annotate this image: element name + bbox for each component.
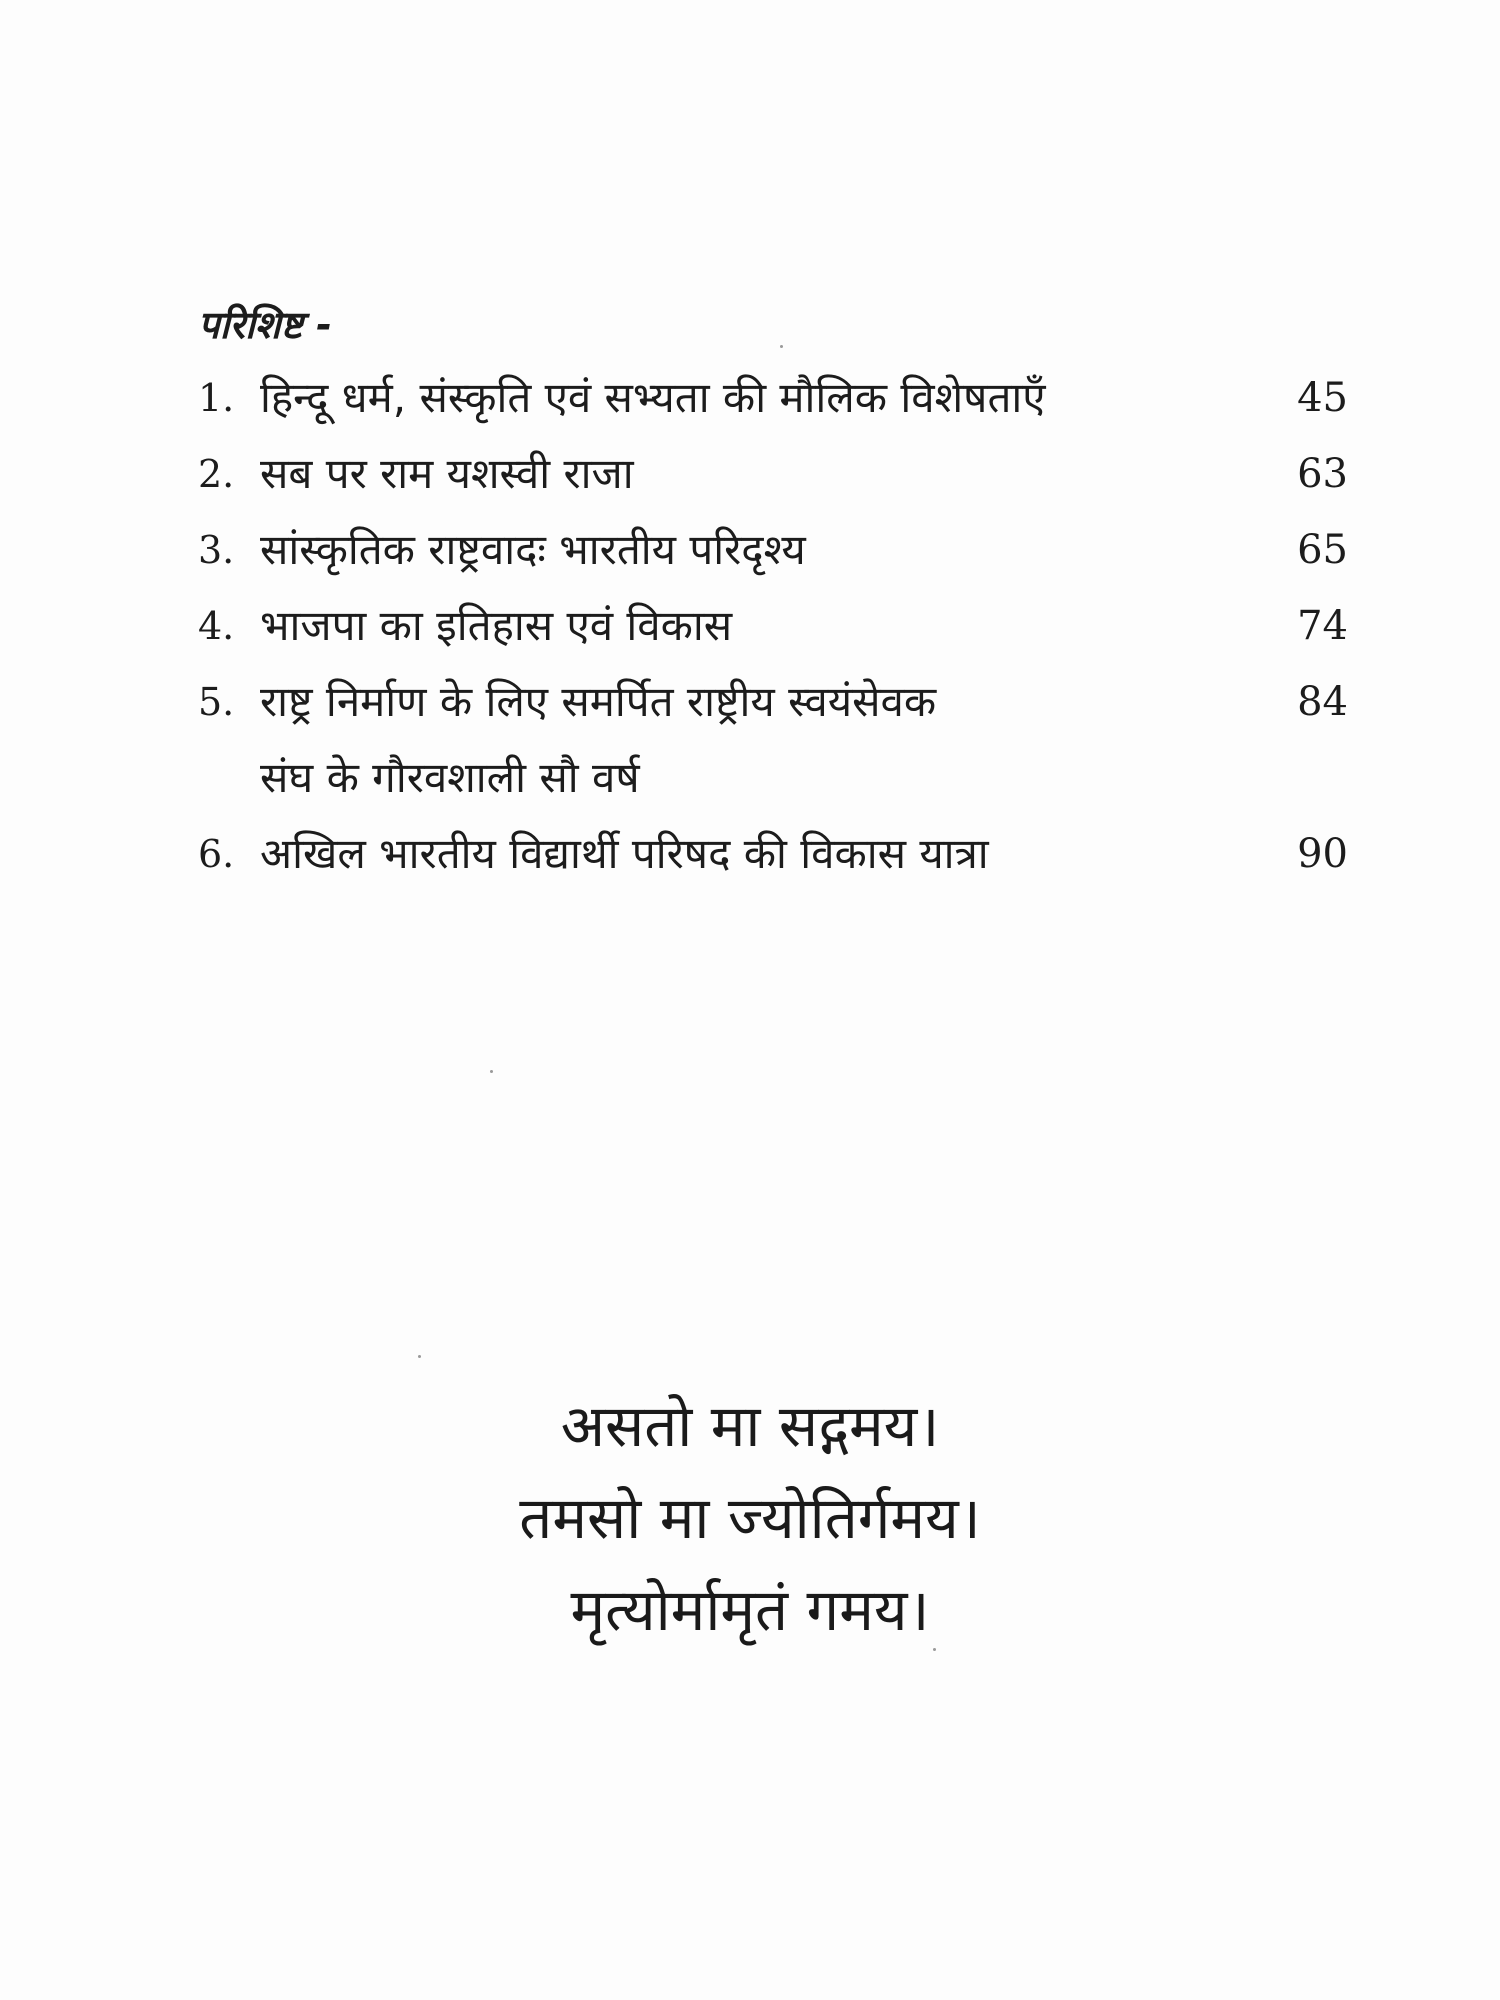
paper-speck	[780, 345, 783, 348]
entry-number: 6.	[198, 832, 235, 876]
entry-page-number: 65	[1297, 527, 1348, 573]
paper-speck	[418, 1355, 421, 1358]
appendix-section	[198, 300, 1348, 892]
entry-title: सांस्कृतिक राष्ट्रवादः भारतीय परिदृश्य	[260, 525, 806, 574]
entry-title: सब पर राम यशस्वी राजा	[260, 449, 634, 498]
paper-speck	[490, 1070, 493, 1073]
entry-page-number: 45	[1297, 375, 1348, 421]
entry-title: हिन्दू धर्म, संस्कृति एवं सभ्यता की मौलिक विशेषताएँ	[260, 373, 1046, 422]
contents-entry	[198, 816, 1348, 892]
verse-line: तमसो मा ज्योतिर्गमय।	[519, 1484, 981, 1552]
entry-page-number: 90	[1297, 831, 1348, 877]
entry-title: अखिल भारतीय विद्यार्थी परिषद की विकास यात्रा	[260, 829, 989, 878]
paper-speck	[933, 1648, 936, 1651]
appendix-heading: परिशिष्ट -	[198, 303, 332, 347]
verse-line: असतो मा सद्गमय।	[560, 1392, 940, 1460]
contents-entry	[198, 436, 1348, 512]
contents-entry	[198, 588, 1348, 664]
entry-title: राष्ट्र निर्माण के लिए समर्पित राष्ट्रीय स्वयंसेवक संघ के गौरवशाली सौ वर्ष	[260, 677, 937, 802]
entry-number: 4.	[198, 604, 235, 648]
sanskrit-verse	[0, 1380, 1500, 1656]
appendix-contents-list	[198, 360, 1348, 892]
contents-entry	[198, 664, 1348, 816]
verse-line: मृत्योर्मामृतं गमय।	[570, 1576, 930, 1644]
contents-entry	[198, 512, 1348, 588]
contents-entry	[198, 360, 1348, 436]
entry-number: 5.	[198, 680, 235, 724]
entry-page-number: 63	[1297, 451, 1348, 497]
entry-page-number: 84	[1297, 679, 1348, 725]
entry-title: भाजपा का इतिहास एवं विकास	[260, 601, 733, 650]
entry-number: 2.	[198, 452, 235, 496]
entry-number: 3.	[198, 528, 235, 572]
entry-number: 1.	[198, 376, 235, 420]
entry-page-number: 74	[1297, 603, 1348, 649]
